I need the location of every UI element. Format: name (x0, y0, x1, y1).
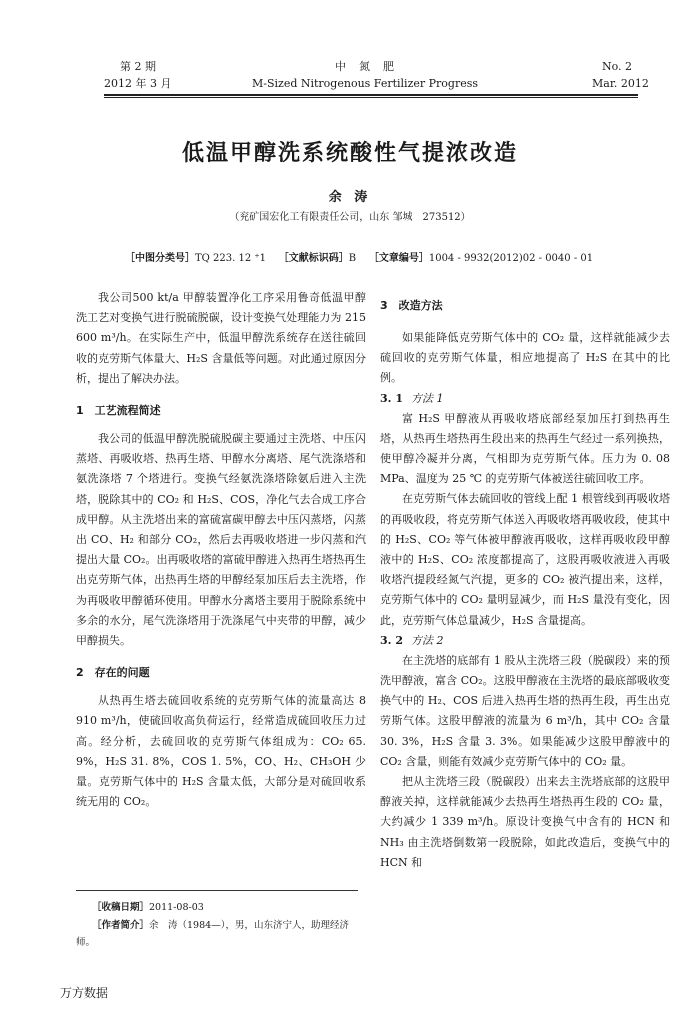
article-affiliation: （兖矿国宏化工有限责任公司，山东 邹城 273512） (229, 212, 471, 223)
article-no-label: ［文章编号］ (368, 253, 429, 264)
clc-label: ［中图分类号］ (125, 253, 195, 264)
clc-value: TQ 223. 12 ⁺1 (195, 253, 267, 264)
right-column (380, 296, 670, 873)
left-column (76, 288, 366, 812)
method-2-paragraph-1: 在主洗塔的底部有 1 股从主洗塔三段（脱碳段）来的预洗甲醇液，富含 CO₂。这股甲醇液在主洗塔的最底部吸收变换气中的 H₂、COS 后进入热再生塔的热再生段，再生出克劳斯气体。这股甲醇液的流量为 6 m³/h，其中 CO₂ 含量 30. 3%，H₂S 含量 3. 3%。如果能减少这股甲醇液中的 CO₂ 含量，则能有效减少克劳斯气体中的 CO₂ 量。 (380, 653, 670, 768)
footnote-received (92, 899, 360, 916)
intro-paragraph: 我公司500 kt/a 甲醇装置净化工序采用鲁奇低温甲醇洗工艺对变换气进行脱硫脱碳，设计变换气处理能力为 215 600 m³/h。在实际生产中，低温甲醇洗系统存在送往硫回收的克劳斯气体量大、H₂S 含量低等问题。对此通过原因分析，提出了解决办法。 (76, 291, 366, 385)
header-journal-cn: 中 氮 肥 (335, 60, 395, 73)
author-bio-label: ［作者简介］ (92, 920, 150, 931)
header-date-en: Mar. 2012 (592, 77, 649, 90)
header-issue-en: No. 2 (602, 60, 633, 73)
header-rule (104, 94, 638, 96)
method-2-paragraph-2: 把从主洗塔三段（脱碳段）出来去主洗塔底部的这股甲醇液关掉，这样就能减少去热再生塔热再生段的 CO₂ 量，大约减少 1 339 m³/h。原设计变换气中含有的 HCN 和 NH₃ 由主洗塔倒数第一段脱除，如此改造后，变换气中的 HCN 和 (380, 775, 670, 869)
doc-code-value: B (348, 253, 357, 264)
doc-code-label: ［文献标识码］ (278, 253, 349, 264)
header-date-cn: 2012 年 3 月 (104, 77, 172, 90)
classification-line (125, 249, 593, 264)
received-value: 2011-08-03 (149, 902, 204, 913)
author-bio-value: 余 涛（1984—），男，山东济宁人，助理经济师。 (76, 920, 349, 948)
method-1-title: 方法 1 (410, 391, 444, 405)
header-issue-cn: 第 2 期 (120, 60, 156, 73)
section-2-paragraph: 从热再生塔去硫回收系统的克劳斯气体的流量高达 8 910 m³/h，使硫回收高负荷运行，经常造成硫回收压力过高。经分析，去硫回收的克劳斯气体组成为：CO₂ 65. 9%，H₂S 31. 8%，COS 1. 5%，CO、H₂、CH₃OH 少量。克劳斯气体中的 H₂S 含量太低，大部分是对硫回收系统无用的 CO₂。 (76, 694, 366, 809)
article-title: 低温甲醇洗系统酸性气提浓改造 (181, 141, 518, 166)
header-journal-en: M-Sized Nitrogenous Fertilizer Progress (251, 77, 479, 90)
method-1-paragraph-2: 在克劳斯气体去硫回收的管线上配 1 根管线到再吸收塔的再吸收段，将克劳斯气体送入再吸收塔再吸收段，使其中的 H₂S、CO₂ 等气体被甲醇液再吸收，这样再吸收段甲醇液中的 H₂S、CO₂ 浓度都提高了，这股再吸收液进入再吸收塔汽提段经氮气汽提，更多的 CO₂ 被汽提出来，这样，克劳斯气体中的 CO₂ 量明显减少，而 H₂S 量没有变化，因此，克劳斯气体总量减少，H₂S 含量提高。 (380, 492, 670, 627)
section-3-intro: 如果能降低克劳斯气体中的 CO₂ 量，这样就能减少去硫回收的克劳斯气体量，相应地提高了 H₂S 在其中的比例。 (380, 331, 670, 385)
received-label: ［收稿日期］ (92, 902, 150, 913)
method-2-title: 方法 2 (410, 633, 444, 647)
article-no-value: 1004 - 9932(2012)02 - 0040 - 01 (428, 253, 594, 264)
method-2-number: 3. 2 (380, 633, 403, 647)
section-1-paragraph: 我公司的低温甲醇洗脱硫脱碳主要通过主洗塔、中压闪蒸塔、再吸收塔、热再生塔、甲醇水分离塔、尾气洗涤塔和氨洗涤塔 7 个塔进行。变换气经氨洗涤塔除氨后进入主洗塔，脱除其中的 CO₂ 和 H₂S、COS，净化气去合成工序合成甲醇。从主洗塔出来的富硫富碳甲醇去中压闪蒸塔，闪蒸出 CO、H₂ 和部分 CO₂，然后去再吸收塔进一步闪蒸和汽提出大量 CO₂。出再吸收塔的富硫甲醇进入热再生塔热再生出克劳斯气体，出热再生塔的甲醇经泵加压后去主洗塔，作为再吸收甲醇循环使用。甲醇水分离塔主要用于脱除系统中多余的水分，尾气洗涤塔用于洗涤尾气中夹带的甲醇，减少甲醇损失。 (76, 432, 366, 648)
footnote-rule (76, 890, 358, 891)
method-2-heading (380, 631, 670, 651)
wanfang-watermark: 万方数据 (60, 986, 109, 1000)
method-1-paragraph-1: 富 H₂S 甲醇液从再吸收塔底部经泵加压打到热再生塔，从热再生塔热再生段出来的热再生气经过一系列换热，使甲醇冷凝并分离，气相即为克劳斯气体。压力为 0. 08 MPa、温度为 25 ℃ 的克劳斯气体被送往硫回收工序。 (380, 411, 670, 486)
method-1-heading (380, 389, 670, 409)
footnote-author (76, 917, 360, 951)
section-3-heading: 3 改造方法 (380, 299, 443, 312)
article-author: 余 涛 (328, 190, 372, 205)
section-2-heading: 2 存在的问题 (76, 666, 150, 680)
method-1-number: 3. 1 (380, 391, 403, 405)
header-rule-thin (104, 97, 638, 98)
section-1-heading: 1 工艺流程简述 (76, 404, 161, 418)
